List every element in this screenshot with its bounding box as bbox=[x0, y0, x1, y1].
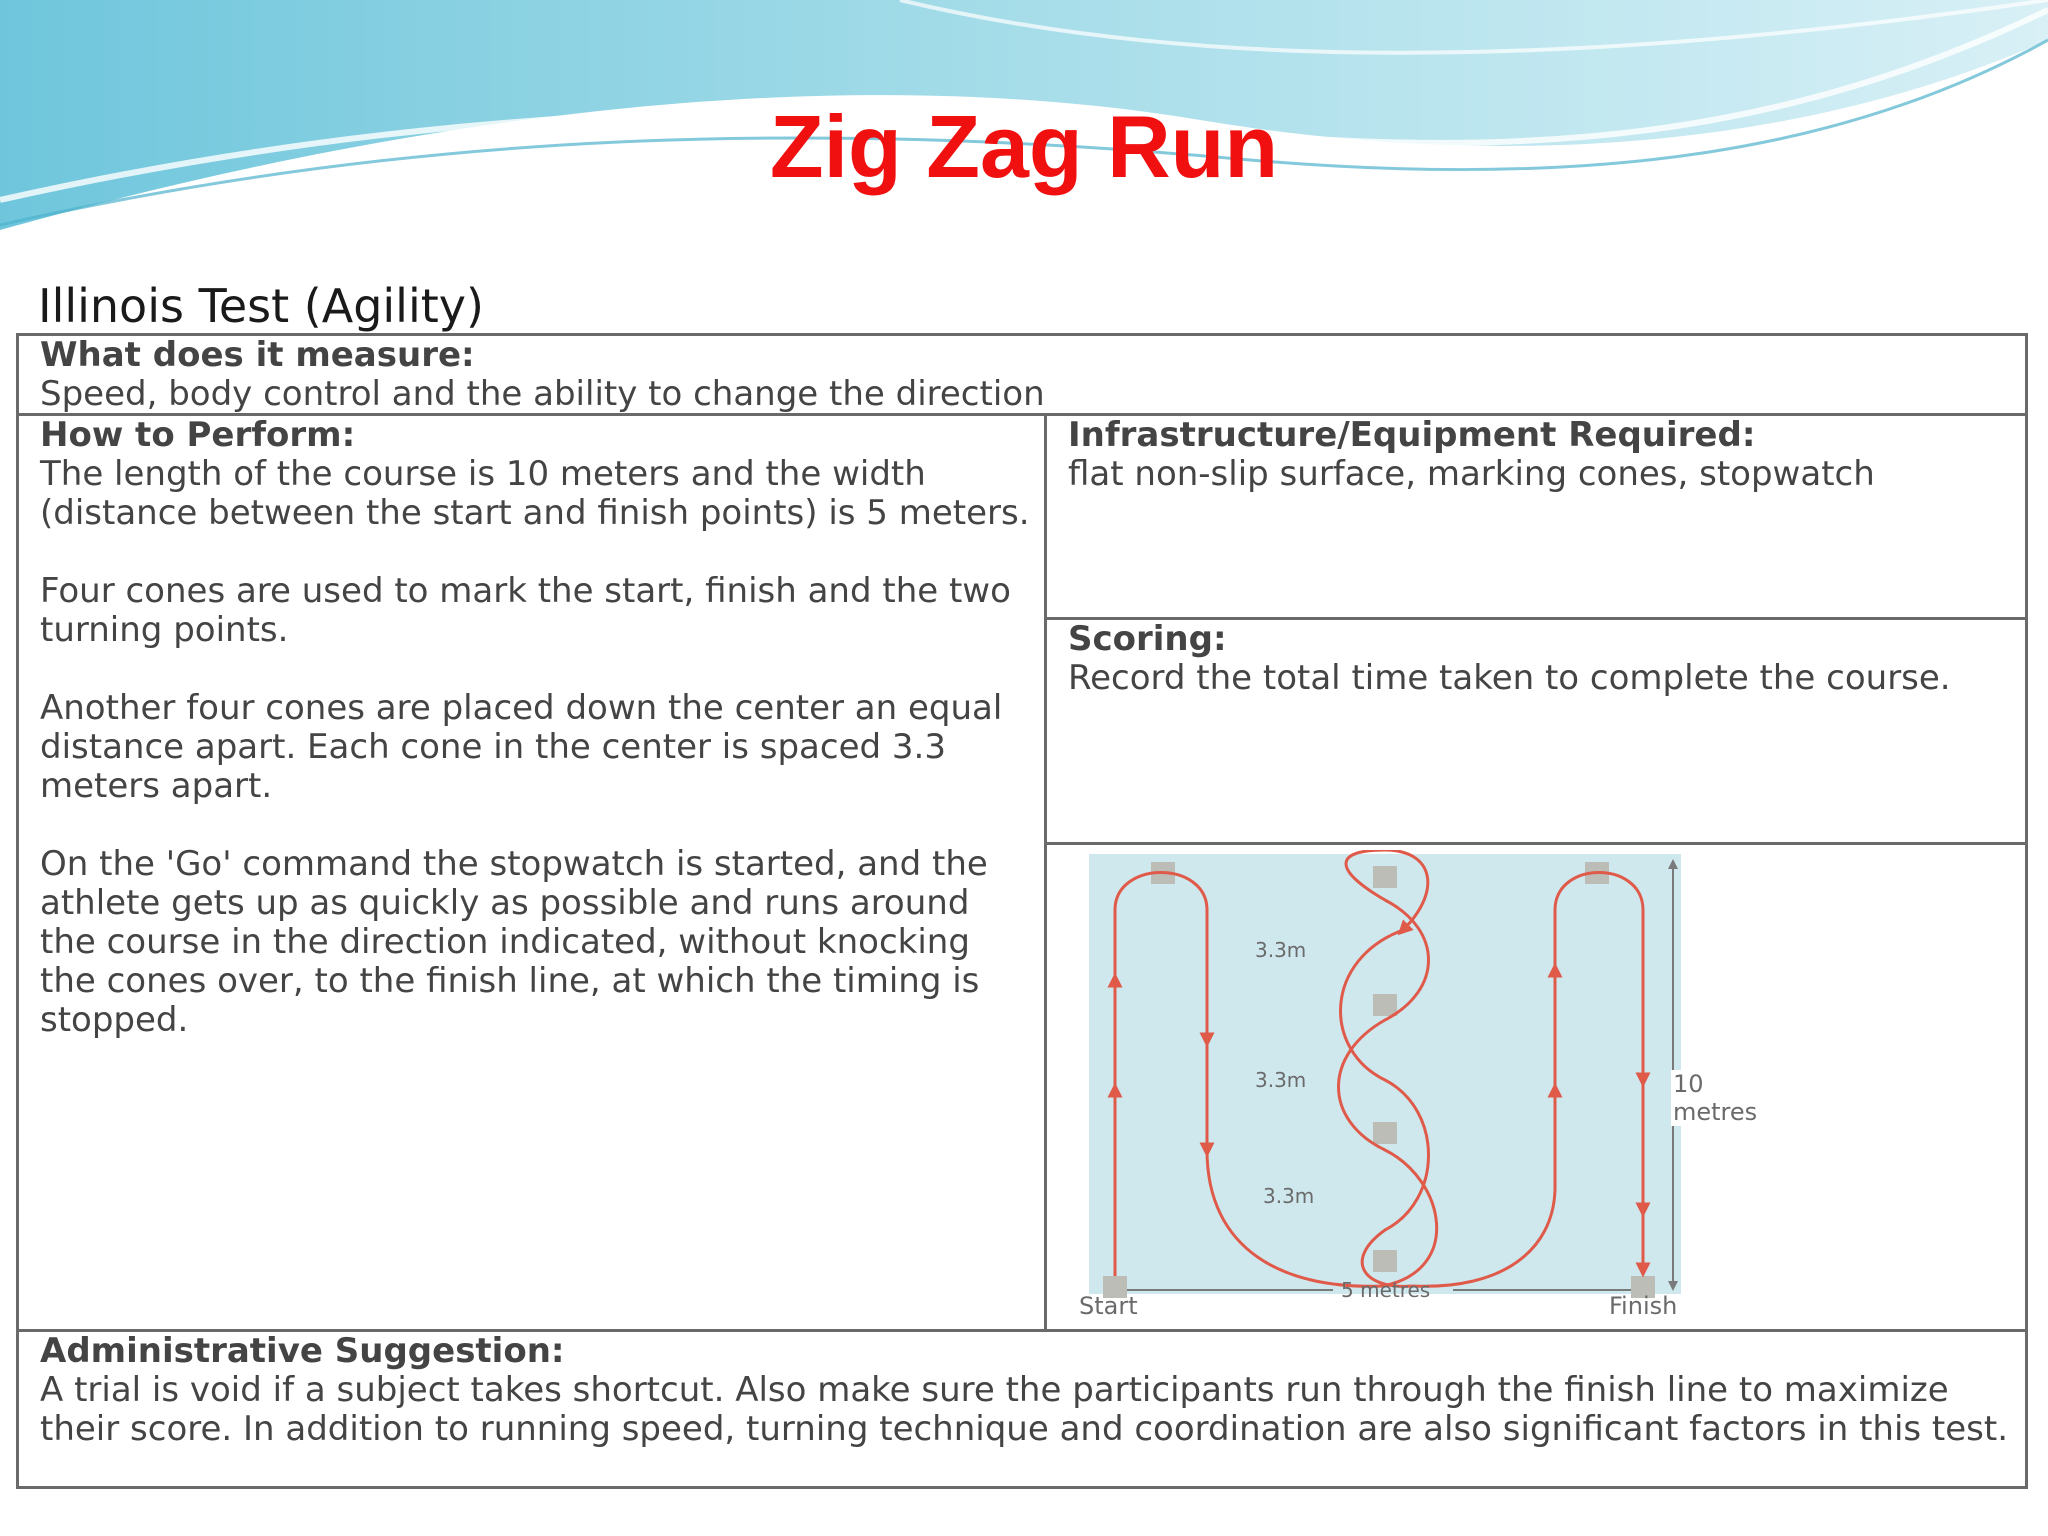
scoring-cell bbox=[1068, 620, 1988, 698]
test-title: Illinois Test (Agility) bbox=[38, 279, 484, 333]
cone-center-2 bbox=[1373, 994, 1397, 1016]
equipment-label: Infrastructure/Equipment Required: bbox=[1068, 415, 1756, 455]
measure-cell bbox=[40, 336, 2000, 414]
length-label: 10 metres bbox=[1673, 1070, 1758, 1126]
scoring-text: Record the total time taken to complete the course. bbox=[1068, 658, 1951, 698]
measure-text: Speed, body control and the ability to change the direction bbox=[40, 374, 1045, 414]
course-diagram-graphic bbox=[1083, 850, 1703, 1320]
perform-cell bbox=[40, 416, 1030, 1040]
slide-title: Zig Zag Run bbox=[769, 97, 1279, 196]
spacing-label-1: 3.3m bbox=[1255, 938, 1307, 962]
admin-text: A trial is void if a subject takes shortcut. Also make sure the participants run through the finish line to maximize their score. In addition to running speed, turning technique and coordination are also significant factors in this test. bbox=[40, 1370, 2009, 1449]
spacing-label-3: 3.3m bbox=[1263, 1184, 1315, 1208]
column-divider bbox=[1044, 413, 1047, 1332]
start-label: Start bbox=[1079, 1292, 1138, 1320]
perform-paragraph: On the 'Go' command the stopwatch is started, and the athlete gets up as quickly as possible and runs around the course in the direction indicated, without knocking the cones over, to the finish line, at which the timing is stopped. bbox=[40, 844, 988, 1040]
perform-paragraph: Four cones are used to mark the start, finish and the two turning points. bbox=[40, 571, 1011, 650]
course-field bbox=[1089, 854, 1681, 1294]
equipment-text: flat non-slip surface, marking cones, stopwatch bbox=[1068, 454, 1875, 494]
equipment-cell bbox=[1068, 416, 1968, 494]
measure-label: What does it measure: bbox=[40, 335, 475, 375]
perform-label: How to Perform: bbox=[40, 415, 356, 455]
cone-center-1 bbox=[1373, 866, 1397, 888]
perform-paragraph: Another four cones are placed down the center an equal distance apart. Each cone in the center is spaced 3.3 meters apart. bbox=[40, 688, 1003, 806]
scoring-label: Scoring: bbox=[1068, 619, 1227, 659]
course-diagram bbox=[1079, 850, 1758, 1320]
scoring-divider bbox=[1044, 842, 2028, 845]
admin-label: Administrative Suggestion: bbox=[40, 1331, 565, 1371]
finish-label: Finish bbox=[1609, 1292, 1678, 1320]
cone-center-4 bbox=[1373, 1250, 1397, 1272]
perform-paragraph: The length of the course is 10 meters and the width (distance between the start and finish points) is 5 meters. bbox=[40, 454, 1030, 533]
width-label: 5 metres bbox=[1341, 1278, 1431, 1302]
cone-center-3 bbox=[1373, 1122, 1397, 1144]
spacing-label-2: 3.3m bbox=[1255, 1068, 1307, 1092]
admin-cell bbox=[40, 1332, 2010, 1449]
